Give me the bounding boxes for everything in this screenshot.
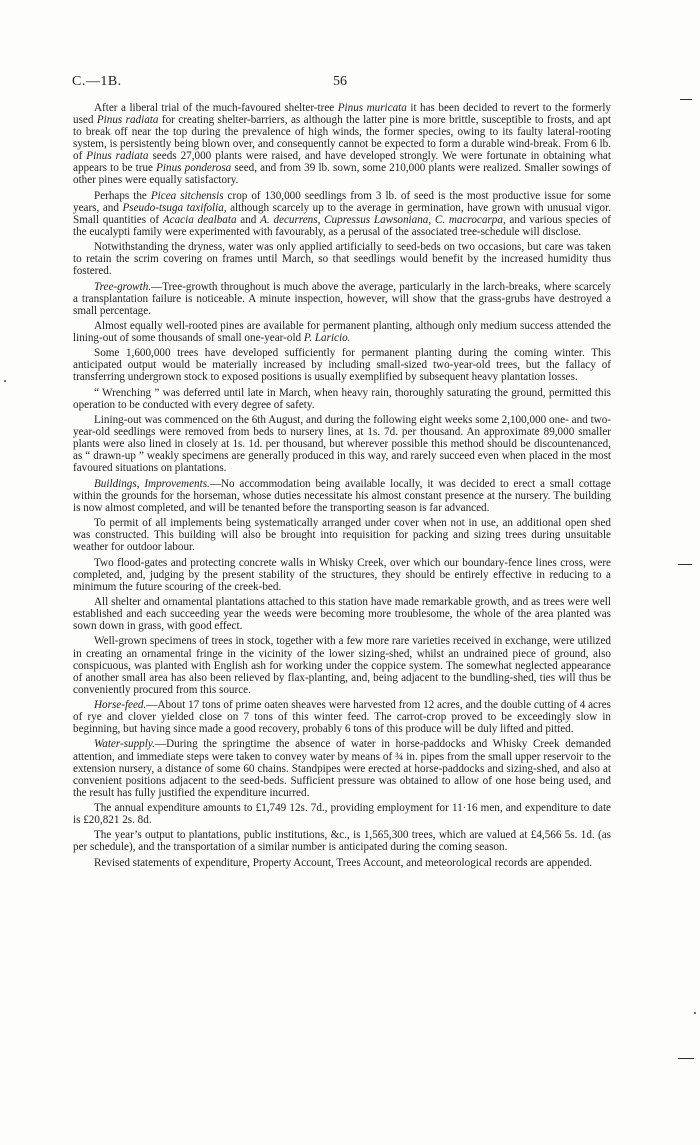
italic-term: Pseudo-tsuga taxifolia, [122, 201, 227, 214]
paragraph-text: “ Wrenching ” was deferred until late in March, when heavy rain, thoroughly saturating the ground, permitted this operation to be conducted with every degree of safety. [73, 386, 611, 411]
paragraph-text: Two flood-gates and protecting concrete walls in Whisky Creek, over which our boundary-fence lines cross, were completed, and, judging by the present stability of the structures, they should be entirely effective in reducing to a minimum the future scouring of the creek-bed. [73, 556, 611, 593]
margin-mark-right-bottom [678, 1058, 694, 1059]
report-body [73, 102, 611, 869]
paragraph-text: —No accommodation being available locally, it was decided to erect a small cottage within the grounds for the horseman, whose duties necessitate his almost constant presence at the nursery. The building is now almost completed, and will be tenanted before the transporting season is far advanced. [73, 477, 611, 514]
paragraph [73, 414, 611, 474]
paragraph-text: —During the springtime the absence of water in horse-paddocks and Whisky Creek demanded attention, and immediate steps were taken to convey water by means of ¾ in. pipes from the small upper reservoir to the extension nursery, a distance of some 60 chains. Standpipes were erected at horse-paddocks and sizing-shed, and also at convenient positions adjacent to the seed-beds. Sufficient pressure was obtained to allow of one hose being used, and the result has fully justified the expenditure incurred. [73, 738, 611, 799]
paragraph [73, 478, 611, 514]
paragraph [73, 635, 611, 695]
paragraph-text: Perhaps the [94, 189, 151, 202]
paragraph [73, 517, 611, 553]
paragraph-text: Well-grown specimens of trees in stock, together with a few more rare varieties received in exchange, were utilized in creating an ornamental fringe in the vicinity of the lower sizing-shed, whilst an undrained piece of ground, also conspicuous, was planted with English ash for working under the coppice system. The somewhat neglected appearance of another small area has also been relieved by flax-planting, and, being adjacent to the bundling-shed, ties will thus be conveniently procured from this source. [73, 635, 611, 696]
paragraph-text: and [236, 213, 261, 226]
paragraph [73, 281, 611, 317]
paragraph [73, 596, 611, 632]
paragraph [73, 102, 611, 186]
italic-term: A. decurrens, Cupressus Lawsoniana, C. macrocarpa, [260, 213, 506, 226]
paragraph-text: and various species of the eucalypti family were experimented with favourably, as a perusal of the associated tree-schedule will disclose. [73, 213, 612, 238]
paragraph [73, 190, 611, 238]
page-number: 56 [333, 74, 347, 89]
paragraph-text: seeds 27,000 plants were raised, and have developed strongly. We were fortunate in obtaining what appears to be true [73, 150, 611, 175]
italic-term: P. Laricio. [303, 332, 351, 345]
paragraph-text: —About 17 tons of prime oaten sheaves were harvested from 12 acres, and the double cutting of 4 acres of rye and clover yielded close on 7 tons of this winter feed. The carrot-crop proved to be exceedingly slow in beginning, but having since made a good recovery, probably 6 tons of this produce will be duly lifted and pitted. [73, 699, 611, 736]
page-header [72, 74, 632, 92]
paragraph-text: although scarcely up to the average in germination, have grown with unusual vigor. Small quantities of [73, 201, 611, 226]
paragraph-text: All shelter and ornamental plantations attached to this station have made remarkable growth, and as trees were well established and each succeeding year the weeds were becoming more troublesome, the whole of the area planted was sown down in grass, with good effect. [73, 596, 611, 633]
italic-term: Pinus radiata [86, 150, 149, 163]
paragraph [73, 387, 611, 411]
margin-mark-right-top [680, 99, 692, 100]
italic-term: Pinus radiata [96, 114, 159, 127]
paragraph [73, 802, 611, 826]
paragraph [73, 320, 611, 344]
italic-term: Water-supply. [94, 738, 155, 751]
italic-term: Picea sitchensis [150, 189, 224, 202]
paragraph-text: it has been decided to revert to the formerly used [73, 102, 612, 127]
paragraph-text: To permit of all implements being systematically arranged under cover when not in use, an additional open shed was constructed. This building will also be brought into requisition for packing and sizing trees during unsuitable weather for outdoor labour. [73, 517, 611, 554]
paragraph-text: Revised statements of expenditure, Property Account, Trees Account, and meteorological records are appended. [94, 856, 593, 869]
paragraph-text: The year’s output to plantations, public institutions, &c., is 1,565,300 trees, which are valued at £4,566 5s. 1d. (as per schedule), and the transportation of a similar number is anticipated during the coming season. [73, 829, 611, 854]
italic-term: Pinus ponderosa [156, 162, 232, 175]
paragraph [73, 857, 611, 869]
paragraph-text: for creating shelter-barriers, as although the latter pine is more brittle, susceptible to frosts, and apt to break off near the top during the prevalence of high winds, the former species, owing to its faulty lateral-rooting system, is persistently being blown over, and consequently cannot be expected to form a durable wind-break. From 6 lb. of [73, 114, 611, 163]
italic-term: Acacia dealbata [162, 213, 237, 226]
italic-term: Horse-feed. [94, 699, 147, 712]
italic-term: Buildings, Improvements. [94, 477, 210, 490]
paragraph [73, 738, 611, 798]
paragraph-text: —Tree-growth throughout is much above the average, particularly in the larch-breaks, where scarcely a transplantation failure is noticeable. A minute inspection, however, will show that the grass-grubs have destroyed a small percentage. [73, 280, 611, 317]
paragraph [73, 241, 611, 277]
paragraph-text: Some 1,600,000 trees have developed sufficiently for permanent planting during the coming winter. This anticipated output would be materially increased by including small-sized two-year-old trees, but the fallacy of transferring undergrown stock to exposed positions is usually exemplified by subsequent heavy plantation losses. [73, 347, 611, 384]
margin-mark-right-middle [678, 564, 692, 565]
italic-term: Tree-growth. [94, 280, 152, 293]
paragraph [73, 347, 611, 383]
margin-dot-right [694, 1012, 696, 1014]
paragraph-text: Almost equally well-rooted pines are available for permanent planting, although only medium success attended the lining-out of some thousands of small one-year-old [73, 319, 611, 345]
paragraph-text: The annual expenditure amounts to £1,749 12s. 7d., providing employment for 11·16 men, and expenditure to date is £20,821 2s. 8d. [73, 801, 611, 827]
document-reference: C.—1B. [72, 74, 122, 89]
paragraph [73, 557, 611, 593]
italic-term: Pinus muricata [337, 102, 407, 114]
paragraph-text: seed, and from 39 lb. sown, some 210,000 plants were realized. Smaller sowings of other pines were equally satisfactory. [73, 162, 611, 187]
paragraph-text: Notwithstanding the dryness, water was only applied artificially to seed-beds on two occasions, but care was taken to retain the scrim covering on frames until March, so that seedlings would benefit by the increased humidity thus fostered. [73, 241, 611, 278]
paragraph [73, 699, 611, 735]
paragraph-text: crop of 130,000 seedlings from 3 lb. of seed is the most productive issue for some years, and [73, 189, 612, 214]
paragraph-text: Lining-out was commenced on the 6th August, and during the following eight weeks some 2,100,000 one- and two-year-old seedlings were removed from beds to nursery lines, at 1s. 7d. per thousand. An approximate 89,000 smaller plants were also lined in closely at 1s. 1d. per thousand, but wherever possible this method should be discountenanced, as “ drawn-up ” weakly specimens are generally produced in this way, and rarely succeed even when placed in the most favoured situations on plantations. [73, 414, 611, 475]
paragraph [73, 829, 611, 853]
margin-dot-left [4, 380, 6, 382]
paragraph-text: After a liberal trial of the much-favoured shelter-tree [94, 102, 338, 114]
